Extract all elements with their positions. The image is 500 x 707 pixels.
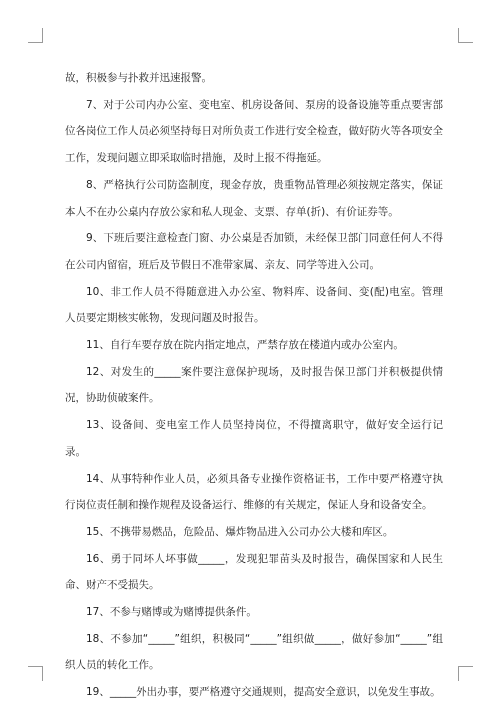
paragraph-item-10: 10、非工作人员不得随意进入办公室、物料库、设备间、变(配)电室。管理人员要定期核实帐物，发现问题及时报告。 xyxy=(65,285,443,325)
paragraph-item-13: 13、设备间、变电室工作人员坚持岗位，不得擅离职守，做好安全运行记录。 xyxy=(65,419,443,458)
paragraph-item-19: 19、_____外出办事，要严格遵守交通规则，提高安全意识，以免发生事故。 xyxy=(86,686,441,699)
paragraph-item-14: 14、从事特种作业人员，必须具备专业操作资格证书，工作中要严格遵守执行岗位责任制和操作规程及设备运行、维修的有关规定，保证人身和设备安全。 xyxy=(65,472,443,512)
paragraph-item-7: 7、对于公司内办公室、变电室、机房设备间、泵房的设备设施等重点要害部位各岗位工作人员必须坚持每日对所负责工作进行安全检查，做好防火等各项安全工作，发现问题立即采取临时措施，及时上报不得拖延。 xyxy=(65,98,443,165)
crop-mark-bottom-left xyxy=(28,666,43,681)
paragraph-item-11: 11、自行车要存放在院内指定地点，严禁存放在楼道内或办公室内。 xyxy=(86,339,404,352)
paragraph-item-16: 16、勇于同坏人坏事做_____，发现犯罪苗头及时报告，确保国家和人民生命、财产不受损失。 xyxy=(65,552,443,592)
paragraph-continuation: 故，积极参与扑救并迅速报警。 xyxy=(65,72,212,84)
paragraph-item-9: 9、下班后要注意检查门窗、办公桌是否加锁，未经保卫部门同意任何人不得在公司内留宿，班后及节假日不准带家属、亲友、同学等进入公司。 xyxy=(65,232,443,271)
paragraph-item-8: 8、严格执行公司防盗制度，现金存放，贵重物品管理必须按规定落实，保证本人不在办公桌内存放公家和私人现金、支票、存单(折)、有价证券等。 xyxy=(65,178,443,218)
paragraph-item-18: 18、不参加“_____”组织，积极同“_____”组织做_____，做好参加“_____”组织人员的转化工作。 xyxy=(65,632,443,672)
paragraph-item-15: 15、不携带易燃品，危险品、爆炸物品进入公司办公大楼和库区。 xyxy=(86,525,394,538)
paragraph-item-17: 17、不参与赌博或为赌博提供条件。 xyxy=(86,606,257,619)
document-body xyxy=(65,65,443,706)
crop-mark-top-left xyxy=(28,28,43,43)
crop-mark-top-right xyxy=(458,28,473,43)
crop-mark-bottom-right xyxy=(458,666,473,681)
paragraph-item-12: 12、对发生的_____案件要注意保护现场，及时报告保卫部门并积极提供情况，协助侦破案件。 xyxy=(65,365,443,405)
